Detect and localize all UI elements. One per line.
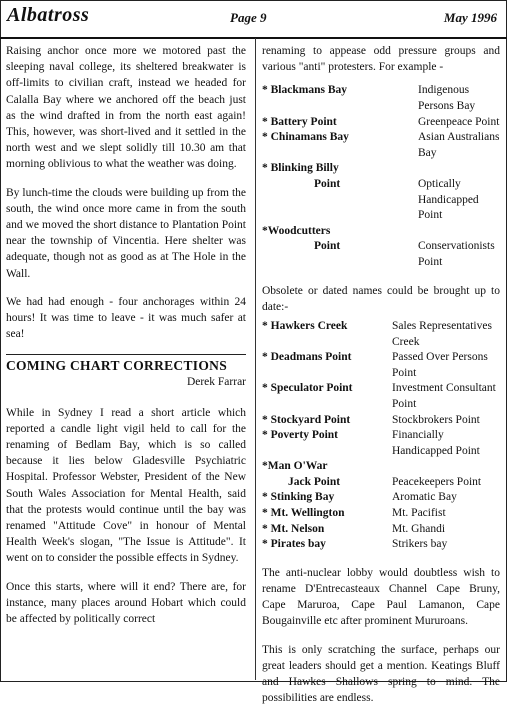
rename-list-1 <box>262 83 500 270</box>
list-item: *Man O'War <box>262 460 328 473</box>
page-number: Page 9 <box>230 10 267 25</box>
paragraph-anti-nuclear: The anti-nuclear lobby would doubtless wish to rename D'Entrecasteaux Channel Cape Bruny, Cape Maruroa, Cape Paul Lamanon, Cape Bougainville etc after prominent Mururoans. <box>262 566 500 628</box>
list-item: * Poverty Point Financially Handicapped Point <box>262 429 480 457</box>
section-title: COMING CHART CORRECTIONS <box>6 358 227 374</box>
section-rule <box>6 354 246 355</box>
paragraph-scratching: This is only scratching the surface, perhaps our great leaders should get a mention. Keatings Bluff and Hawkes Shallows spring to mind. The possibilities are endless. <box>262 643 500 705</box>
section-author: Derek Farrar <box>186 376 246 389</box>
list-item: * Deadmans Point Passed Over Persons Point <box>262 351 488 379</box>
paragraph-renaming: renaming to appease odd pressure groups and various "anti" protesters. For example - <box>262 45 500 74</box>
page-header <box>0 0 507 38</box>
list-item: * Mt. Nelson Mt. Ghandi <box>262 522 446 535</box>
issue-date: May 1996 <box>443 10 497 25</box>
list-item: Point Conservationists Point <box>314 240 495 268</box>
list-item: * Blinking Billy <box>262 162 339 175</box>
paragraph-sydney: While in Sydney I read a short article which reported a candle light vigil held to call for the renaming of Bedlam Bay, which is so called because it lies below Gladesville Psychiatric Hospital. Professor Webster, President of the New South Wales Association for Mental Health, said that the protests would continue until the bay was renamed "Attitude Cove" in honour of Mental Health Week's slogan, "The Issue is Attitude". It went on to consider the possible effects in Sydney. <box>6 406 246 565</box>
list-item: * Speculator Point Investment Consultant Point <box>262 382 496 410</box>
list-item: * Mt. Wellington Mt. Pacifist <box>262 507 446 520</box>
paragraph-lunch: By lunch-time the clouds were building up from the south, the wind once more came in from the south and we moved the short distance to Plantation Point near the township of Vincentia. Here shelter was adequate, though not as good as at The Hole in the Wall. <box>6 186 246 280</box>
list-item: *Woodcutters <box>262 224 331 237</box>
list-item: * Battery Point Greenpeace Point <box>262 115 500 128</box>
paragraph-leave: We had had enough - four anchorages within 24 hours! It was time to leave - it was much safer at sea! <box>6 295 246 341</box>
list-item: * Blackmans Bay Indigenous Persons Bay <box>262 84 476 112</box>
left-column <box>6 43 246 639</box>
right-column <box>262 43 500 718</box>
list-item: * Chinamans Bay Asian Australians Bay <box>262 131 500 159</box>
newsletter-title: Albatross <box>7 4 90 26</box>
column-divider <box>255 38 256 680</box>
list-item: Jack Point Peacekeepers Point <box>288 475 482 488</box>
paragraph-anchor: Raising anchor once more we motored past the sleeping naval college, its sheltered breakwater is off-limits to civilian craft, instead we headed for Calalla Bay where we anchored off the beach just as the wind drafted in from the north east again! This, however, was short-lived and it settled in the north west and we slept solidly till 10.30 am that morning oblivious to what the weather was doing. <box>6 45 246 171</box>
paragraph-obsolete: Obsolete or dated names could be brought up to date:- <box>262 284 500 313</box>
paragraph-hobart: Once this starts, where will it end? There are, for instance, many places around Hobart which could be affected by politically correct <box>6 580 246 626</box>
list-item: * Pirates bay Strikers bay <box>262 538 448 551</box>
header-rule <box>0 37 507 39</box>
list-item: * Stockyard Point Stockbrokers Point <box>262 413 480 426</box>
list-item: * Hawkers Creek Sales Representatives Creek <box>262 319 492 348</box>
list-item: Point Optically Handicapped Point <box>314 177 479 222</box>
list-item: * Stinking Bay Aromatic Bay <box>262 491 457 504</box>
rename-list-2 <box>262 319 500 553</box>
